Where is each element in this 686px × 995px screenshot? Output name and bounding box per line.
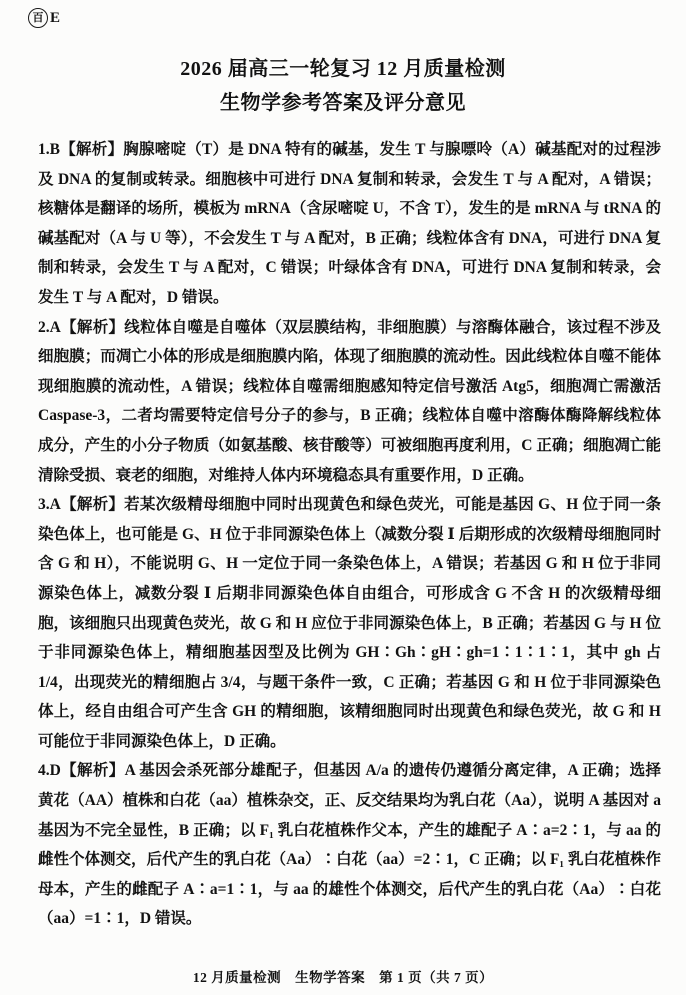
title-block [0,0,686,120]
document-title: 2026 届高三一轮复习 12 月质量检测 [180,58,506,80]
corner-watermark [28,8,60,28]
answer-item-4: 4.D【解析】A 基因会杀死部分雄配子，但基因 A/a 的遗传仍遵循分离定律，A 正确；选择黄花（AA）植株和白花（aa）植株杂交，正、反交结果均为乳白花（Aa），说明 A 基因对 a 基因为不完全显性，B 正确；以 F₁ 乳白花植株作父本，产生的雄配子 A∶a=2∶1，与 aa 的雌性个体测交，后代产生的乳白花（Aa）∶白花（aa）=2∶1，C 正确；以 F₁ 乳白花植株作母本，产生的雌配子 A∶a=1∶1，与 aa 的雄性个体测交，后代产生的乳白花（Aa）∶白花（aa）=1∶1，D 错误。 [38,762,661,928]
corner-letter: E [50,10,61,26]
answer-item-3: 3.A【解析】若某次级精母细胞中同时出现黄色和绿色荧光，可能是基因 G、H 位于同一条染色体上，也可能是 G、H 位于非同源染色体上（减数分裂 Ⅰ 后期形成的次级精母细胞同时含 G 和 H），不能说明 G、H 一定位于同一条染色体上，A 错误；若基因 G 和 H 位于非同源染色体上，减数分裂 Ⅰ 后期非同源染色体自由组合，可形成含 G 不含 H 的次级精母细胞，该细胞只出现黄色荧光，故 G 和 H 应位于非同源染色体上，B 正确；若基因 G 与 H 位于非同源染色体上，精细胞基因型及比例为 GH∶Gh∶gH∶gh=1∶1∶1∶1，其中 gh 占 1/4，出现荧光的精细胞占 3/4，与题干条件一致，C 正确；若基因 G 和 H 位于非同源染色体上，经自由组合可产生含 GH 的精细胞，该精细胞同时出现黄色和绿色荧光，故 G 和 H 可能位于非同源染色体上，D 正确。 [38,496,661,750]
answer-item-1: 1.B【解析】胸腺嘧啶（T）是 DNA 特有的碱基，发生 T 与腺嘌呤（A）碱基配对的过程涉及 DNA 的复制或转录。细胞核中可进行 DNA 复制和转录，会发生 T 与 A 配对，A 错误；核糖体是翻译的场所，模板为 mRNA（含尿嘧啶 U，不含 T），发生的是 mRNA 与 tRNA 的碱基配对（A 与 U 等），不会发生 T 与 A 配对，B 正确；线粒体含有 DNA，可进行 DNA 复制和转录，会发生 T 与 A 配对，C 错误；叶绿体含有 DNA，可进行 DNA 复制和转录，会发生 T 与 A 配对，D 错误。 [38,141,661,306]
answer-item-2: 2.A【解析】线粒体自噬是自噬体（双层膜结构，非细胞膜）与溶酶体融合，该过程不涉及细胞膜；而凋亡小体的形成是细胞膜内陷，体现了细胞膜的流动性。因此线粒体自噬不能体现细胞膜的流动性，A 错误；线粒体自噬需细胞感知特定信号激活 Atg5，细胞凋亡需激活 Caspase-3，二者均需要特定信号分子的参与，B 正确；线粒体自噬中溶酶体酶降解线粒体成分，产生的小分子物质（如氨基酸、核苷酸等）可被细胞再度利用，C 正确；细胞凋亡能清除受损、衰老的细胞，对维持人体内环境稳态具有重要作用，D 正确。 [38,318,661,484]
page-footer: 12 月质量检测 生物学答案 第 1 页（共 7 页） [192,970,494,985]
answers-content [0,120,686,934]
document-subtitle: 生物学参考答案及评分意见 [220,92,466,114]
circled-bai-logo-icon: 百 [28,8,48,28]
